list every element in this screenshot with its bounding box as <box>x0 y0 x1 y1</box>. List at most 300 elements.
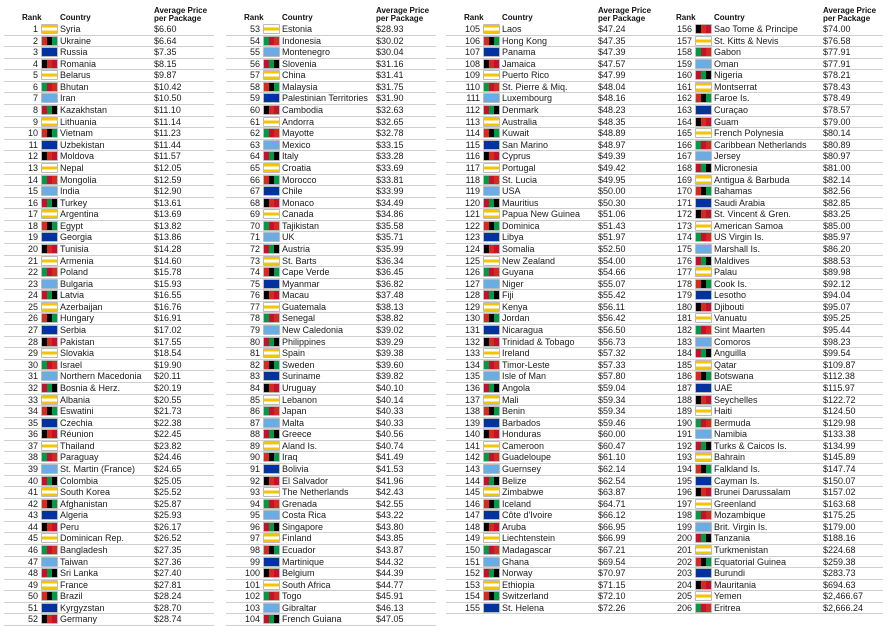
price-cell: $31.90 <box>376 93 404 104</box>
price-cell: $38.13 <box>376 301 404 312</box>
price-cell: $59.46 <box>598 417 626 428</box>
rank-cell: 32 <box>27 382 38 393</box>
price-cell: $82.14 <box>823 174 851 185</box>
table-row <box>4 510 214 522</box>
table-row <box>446 533 658 545</box>
rank-cell: 144 <box>464 475 480 486</box>
country-flag-icon <box>263 290 280 300</box>
table-row <box>226 522 436 534</box>
price-cell: $6.64 <box>154 35 177 46</box>
column-header <box>226 4 436 24</box>
price-cell: $40.10 <box>376 382 404 393</box>
rank-cell: 59 <box>249 93 260 104</box>
country-cell: St. Kitts & Nevis <box>714 35 779 46</box>
country-flag-icon <box>41 244 58 254</box>
price-cell: $12.59 <box>154 174 182 185</box>
country-cell: Montserrat <box>714 81 758 92</box>
country-cell: Saudi Arabia <box>714 197 766 208</box>
country-cell: Egypt <box>60 220 84 231</box>
rank-cell: 118 <box>465 174 480 185</box>
table-row <box>446 279 658 291</box>
table-row <box>658 302 883 314</box>
price-cell: $27.81 <box>154 579 182 590</box>
price-cell: $44.77 <box>376 579 404 590</box>
table-row <box>4 568 214 580</box>
price-cell: $85.97 <box>823 232 851 243</box>
price-cell: $74.00 <box>823 24 851 34</box>
country-cell: Lebanon <box>282 394 318 405</box>
price-cell: $37.48 <box>376 290 404 301</box>
table-row <box>226 603 436 615</box>
country-cell: Togo <box>282 591 302 602</box>
price-cell: $14.60 <box>154 255 182 266</box>
price-cell: $55.42 <box>598 290 626 301</box>
price-cell: $30.02 <box>376 35 404 46</box>
price-cell: $28.24 <box>154 591 182 602</box>
country-flag-icon <box>263 522 280 532</box>
country-flag-icon <box>263 580 280 590</box>
table-row <box>658 452 883 464</box>
table-row <box>226 325 436 337</box>
rank-cell: 112 <box>465 105 480 116</box>
price-cell: $124.50 <box>823 406 856 417</box>
price-cell: $35.99 <box>376 243 404 254</box>
country-cell: Niger <box>502 278 524 289</box>
rank-cell: 107 <box>464 47 480 58</box>
country-flag-icon <box>41 383 58 393</box>
country-flag-icon <box>483 580 500 590</box>
price-cell: $157.02 <box>823 487 856 498</box>
country-flag-icon <box>263 244 280 254</box>
price-cell: $11.23 <box>154 128 181 139</box>
country-cell: Equatorial Guinea <box>714 556 787 567</box>
country-cell: Singapore <box>282 521 324 532</box>
table-row <box>446 499 658 511</box>
price-cell: $70.97 <box>598 568 626 579</box>
country-cell: Bulgaria <box>60 278 94 289</box>
rank-cell: 43 <box>27 510 38 521</box>
country-flag-icon <box>695 267 712 277</box>
rank-cell: 2 <box>32 35 38 46</box>
table-row <box>226 464 436 476</box>
country-cell: St. Helena <box>502 602 545 613</box>
price-cell: $62.14 <box>598 463 626 474</box>
price-cell: $25.93 <box>154 510 182 521</box>
country-flag-icon <box>695 47 712 57</box>
rank-cell: 177 <box>676 267 692 278</box>
price-cell: $67.21 <box>598 545 626 556</box>
country-cell: Argentina <box>60 209 99 220</box>
rank-cell: 56 <box>249 58 260 69</box>
rank-cell: 82 <box>249 359 260 370</box>
rank-cell: 102 <box>244 591 260 602</box>
rank-cell: 47 <box>27 556 38 567</box>
country-cell: Mexico <box>282 139 311 150</box>
table-row <box>4 151 214 163</box>
country-cell: Faroe Is. <box>714 93 750 104</box>
rank-cell: 149 <box>464 533 480 544</box>
country-cell: Indonesia <box>282 35 322 46</box>
rank-cell: 90 <box>249 452 260 463</box>
country-flag-icon <box>695 464 712 474</box>
price-cell: $38.82 <box>376 313 404 324</box>
price-cell: $51.43 <box>598 220 626 231</box>
country-flag-icon <box>695 198 712 208</box>
rank-cell: 183 <box>676 336 692 347</box>
table-row <box>4 371 214 383</box>
table-row <box>446 568 658 580</box>
rank-cell: 193 <box>676 452 692 463</box>
country-cell: Timor-Leste <box>502 359 550 370</box>
table-row <box>226 209 436 221</box>
rank-cell: 204 <box>676 579 692 590</box>
country-cell: Nepal <box>60 162 84 173</box>
price-cell: $48.23 <box>598 105 626 116</box>
price-cell: $145.89 <box>823 452 856 463</box>
country-flag-icon <box>41 568 58 578</box>
price-cell: $24.46 <box>154 452 182 463</box>
rank-cell: 188 <box>676 394 692 405</box>
rank-cell: 108 <box>464 58 480 69</box>
price-cell: $36.34 <box>376 255 404 266</box>
price-cell: $80.89 <box>823 139 851 150</box>
country-cell: Libya <box>502 232 524 243</box>
country-flag-icon <box>41 24 58 34</box>
rank-cell: 77 <box>249 301 260 312</box>
price-cell: $39.29 <box>376 336 404 347</box>
price-cell: $25.87 <box>154 498 182 509</box>
rank-cell: 87 <box>249 417 260 428</box>
price-cell: $47.57 <box>598 58 626 69</box>
price-cell: $47.39 <box>598 47 626 58</box>
rank-cell: 105 <box>464 24 480 34</box>
table-row <box>446 82 658 94</box>
price-cell: $28.74 <box>154 614 182 625</box>
country-flag-icon <box>695 545 712 555</box>
rank-cell: 15 <box>27 186 38 197</box>
country-cell: Pakistan <box>60 336 95 347</box>
rank-cell: 151 <box>464 556 480 567</box>
country-flag-icon <box>263 209 280 219</box>
country-flag-icon <box>41 105 58 115</box>
table-row <box>446 93 658 105</box>
rank-cell: 84 <box>249 382 260 393</box>
table-row <box>4 487 214 499</box>
country-cell: New Zealand <box>502 255 556 266</box>
table-row <box>226 93 436 105</box>
rank-cell: 41 <box>27 487 38 498</box>
country-flag-icon <box>695 70 712 80</box>
price-cell: $17.55 <box>154 336 182 347</box>
country-flag-icon <box>263 452 280 462</box>
table-row <box>446 348 658 360</box>
rank-cell: 7 <box>32 93 38 104</box>
table-row <box>658 325 883 337</box>
table-row <box>658 441 883 453</box>
country-flag-icon <box>41 186 58 196</box>
country-cell: Aruba <box>502 521 527 532</box>
price-cell: $179.00 <box>823 521 856 532</box>
rank-cell: 104 <box>244 614 260 625</box>
country-cell: Russia <box>60 47 88 58</box>
country-flag-icon <box>695 591 712 601</box>
table-row <box>446 290 658 302</box>
rank-cell: 109 <box>464 70 480 81</box>
country-flag-icon <box>41 499 58 509</box>
country-cell: Djibouti <box>714 301 745 312</box>
table-row <box>446 198 658 210</box>
country-cell: Romania <box>60 58 97 69</box>
price-cell: $40.56 <box>376 429 404 440</box>
table-row <box>658 533 883 545</box>
table-row <box>658 418 883 430</box>
table-row <box>226 117 436 129</box>
price-cell: $10.42 <box>154 81 182 92</box>
country-cell: Botswana <box>714 371 754 382</box>
price-cell: $56.42 <box>598 313 626 324</box>
price-cell: $81.00 <box>823 162 851 173</box>
price-cell: $43.80 <box>376 521 404 532</box>
country-flag-icon <box>483 24 500 34</box>
country-cell: French Polynesia <box>714 128 784 139</box>
country-cell: Burundi <box>714 568 746 579</box>
rank-cell: 89 <box>249 440 260 451</box>
rank-cell: 40 <box>27 475 38 486</box>
rank-cell: 111 <box>466 93 480 104</box>
country-cell: Greenland <box>714 498 757 509</box>
table-row <box>4 580 214 592</box>
country-cell: Ghana <box>502 556 530 567</box>
country-cell: Slovakia <box>60 348 95 359</box>
rank-cell: 99 <box>249 556 260 567</box>
country-cell: Marshall Is. <box>714 243 761 254</box>
table-row <box>4 418 214 430</box>
country-flag-icon <box>263 59 280 69</box>
table-row <box>446 383 658 395</box>
table-row <box>446 580 658 592</box>
rank-cell: 169 <box>676 174 692 185</box>
country-flag-icon <box>263 47 280 57</box>
country-cell: Colombia <box>60 475 99 486</box>
table-row <box>658 163 883 175</box>
header-rank: Rank <box>464 13 484 22</box>
column-header <box>658 4 883 24</box>
country-flag-icon <box>695 151 712 161</box>
country-cell: UK <box>282 232 295 243</box>
table-row <box>4 591 214 603</box>
table-row <box>4 93 214 105</box>
country-cell: Taiwan <box>60 556 89 567</box>
rank-cell: 33 <box>27 394 38 405</box>
table-row <box>658 198 883 210</box>
rank-cell: 81 <box>249 348 260 359</box>
table-row <box>4 360 214 372</box>
country-flag-icon <box>695 59 712 69</box>
rank-cell: 4 <box>32 58 38 69</box>
country-cell: St. Barts <box>282 255 317 266</box>
header-average-price: Average Price per Package <box>376 6 430 23</box>
country-cell: Palestinian Territories <box>282 93 368 104</box>
table-row <box>226 360 436 372</box>
country-flag-icon <box>695 256 712 266</box>
rank-cell: 174 <box>676 232 692 243</box>
country-flag-icon <box>41 302 58 312</box>
table-row <box>226 256 436 268</box>
country-cell: Somalia <box>502 243 535 254</box>
country-cell: Bermuda <box>714 417 751 428</box>
table-row <box>4 232 214 244</box>
country-cell: St. Pierre & Miq. <box>502 81 568 92</box>
rank-cell: 138 <box>464 406 480 417</box>
rank-cell: 73 <box>249 255 260 266</box>
country-cell: St. Lucia <box>502 174 538 185</box>
country-cell: French Guiana <box>282 614 342 625</box>
price-cell: $9.87 <box>154 70 177 81</box>
price-cell: $44.39 <box>376 568 404 579</box>
table-row <box>446 441 658 453</box>
country-cell: St. Martin (France) <box>60 463 136 474</box>
country-cell: Ethiopia <box>502 579 535 590</box>
table-row <box>446 117 658 129</box>
rank-cell: 181 <box>676 313 692 324</box>
country-cell: Denmark <box>502 105 539 116</box>
rank-cell: 38 <box>27 452 38 463</box>
country-flag-icon <box>483 452 500 462</box>
country-cell: Seychelles <box>714 394 758 405</box>
country-flag-icon <box>483 545 500 555</box>
table-row <box>226 371 436 383</box>
country-cell: Guernsey <box>502 463 542 474</box>
country-flag-icon <box>263 313 280 323</box>
price-cell: $22.45 <box>154 429 182 440</box>
country-cell: South Africa <box>282 579 331 590</box>
rank-cell: 175 <box>676 243 692 254</box>
country-flag-icon <box>263 279 280 289</box>
table-row <box>226 545 436 557</box>
table-row <box>4 279 214 291</box>
country-cell: Cameroon <box>502 440 545 451</box>
price-cell: $34.86 <box>376 209 404 220</box>
country-flag-icon <box>263 256 280 266</box>
country-cell: Estonia <box>282 24 313 34</box>
country-flag-icon <box>41 522 58 532</box>
price-cell: $57.33 <box>598 359 626 370</box>
price-cell: $259.38 <box>823 556 856 567</box>
country-flag-icon <box>263 163 280 173</box>
table-row <box>4 533 214 545</box>
country-cell: Mozambique <box>714 510 766 521</box>
price-cell: $15.93 <box>154 278 182 289</box>
table-row <box>446 557 658 569</box>
country-cell: Mayotte <box>282 128 315 139</box>
country-flag-icon <box>41 510 58 520</box>
country-flag-icon <box>263 24 280 34</box>
price-cell: $60.47 <box>598 440 626 451</box>
country-flag-icon <box>483 476 500 486</box>
table-row <box>226 591 436 603</box>
country-cell: Bosnia & Herz. <box>60 382 121 393</box>
country-flag-icon <box>41 395 58 405</box>
rank-cell: 179 <box>676 290 692 301</box>
country-flag-icon <box>41 47 58 57</box>
country-flag-icon <box>483 464 500 474</box>
price-cell: $283.73 <box>823 568 856 579</box>
price-cell: $27.36 <box>154 556 182 567</box>
table-row <box>4 244 214 256</box>
price-cell: $41.53 <box>376 463 404 474</box>
price-cell: $41.49 <box>376 452 404 463</box>
rank-cell: 205 <box>676 591 692 602</box>
rank-cell: 5 <box>32 70 38 81</box>
rank-cell: 51 <box>27 602 38 613</box>
table-row <box>4 186 214 198</box>
country-cell: Iceland <box>502 498 532 509</box>
country-cell: Turkey <box>60 197 88 208</box>
table-row <box>658 464 883 476</box>
table-row <box>446 325 658 337</box>
country-cell: Eswatini <box>60 406 94 417</box>
country-cell: Thailand <box>60 440 95 451</box>
rank-cell: 131 <box>464 325 480 336</box>
price-cell: $83.25 <box>823 209 851 220</box>
price-cell: $31.41 <box>376 70 404 81</box>
country-flag-icon <box>483 105 500 115</box>
country-flag-icon <box>41 325 58 335</box>
rank-cell: 45 <box>27 533 38 544</box>
country-cell: Zimbabwe <box>502 487 544 498</box>
country-cell: Croatia <box>282 162 312 173</box>
country-flag-icon <box>41 476 58 486</box>
country-flag-icon <box>483 140 500 150</box>
country-flag-icon <box>263 128 280 138</box>
country-cell: Suriname <box>282 371 321 382</box>
country-flag-icon <box>41 429 58 439</box>
country-flag-icon <box>695 82 712 92</box>
table-row <box>4 499 214 511</box>
table-row <box>446 186 658 198</box>
country-cell: Comoros <box>714 336 751 347</box>
table-row <box>4 302 214 314</box>
price-cell: $60.00 <box>598 429 626 440</box>
table-row <box>4 545 214 557</box>
country-flag-icon <box>483 198 500 208</box>
rank-cell: 180 <box>676 301 692 312</box>
country-flag-icon <box>41 198 58 208</box>
country-flag-icon <box>263 151 280 161</box>
table-row <box>4 337 214 349</box>
table-row <box>226 221 436 233</box>
rank-cell: 141 <box>464 440 480 451</box>
price-cell: $71.15 <box>598 579 626 590</box>
rank-cell: 3 <box>32 47 38 58</box>
table-row <box>226 128 436 140</box>
country-cell: Panama <box>502 47 536 58</box>
rank-cell: 95 <box>249 510 260 521</box>
country-cell: Malaysia <box>282 81 318 92</box>
table-row <box>226 614 436 626</box>
price-cell: $64.71 <box>598 498 626 509</box>
rank-cell: 172 <box>676 209 692 220</box>
price-cell: $69.54 <box>598 556 626 567</box>
table-column-group-2 <box>226 4 436 626</box>
country-cell: Palau <box>714 267 738 278</box>
country-flag-icon <box>263 603 280 613</box>
price-cell: $122.72 <box>823 394 856 405</box>
table-row <box>658 406 883 418</box>
table-row <box>658 383 883 395</box>
country-flag-icon <box>695 510 712 520</box>
rank-cell: 65 <box>249 162 260 173</box>
